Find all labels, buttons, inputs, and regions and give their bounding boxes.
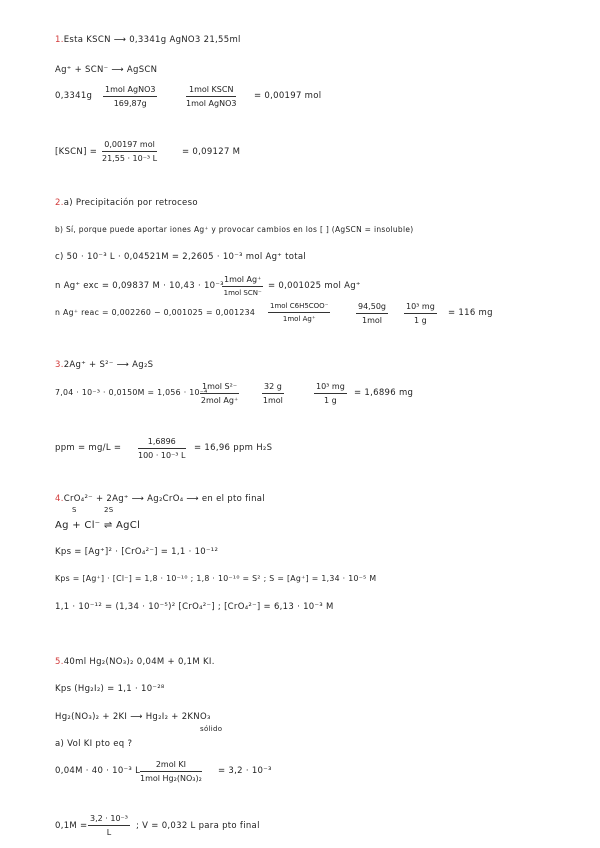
p3-fraction-3: 10³ mg 1 g: [316, 382, 345, 405]
p2-reac-right: = 116 mg: [448, 308, 493, 318]
p1-fraction-3: 0,00197 mol 21,55 · 10⁻³ L: [102, 140, 158, 163]
p5-right: = 3,2 · 10⁻³: [218, 766, 272, 776]
p2-fraction-2: 1mol C6H5COO⁻ 1mol Ag⁺: [270, 302, 329, 323]
p1-number: 1.: [55, 35, 64, 45]
p5-kps: Kps (Hg₂I₂) = 1,1 · 10⁻²⁸: [55, 684, 165, 694]
p3-reaction: 3.2Ag⁺ + S²⁻ ⟶ Ag₂S: [55, 360, 154, 370]
p2-exc-left: n Ag⁺ exc = 0,09837 M · 10,43 · 10⁻³: [55, 281, 224, 291]
p4-eq3: Kps = [Ag⁺]² · [CrO₄²⁻] = 1,1 · 10⁻¹²: [55, 547, 219, 557]
p3-ppm-label: ppm = mg/L =: [55, 443, 122, 453]
p2-fraction-3: 94,50g 1mol: [358, 302, 386, 325]
p2-exc-right: = 0,001025 mol Ag⁺: [268, 281, 361, 291]
p5-fraction-2: 3,2 · 10⁻³ L: [90, 814, 128, 837]
p3-left: 7,04 · 10⁻³ · 0,0150M = 1,056 · 10⁻⁴: [55, 388, 208, 397]
p2-c: c) 50 · 10⁻³ L · 0,04521M = 2,2605 · 10⁻³ mol Ag⁺ total: [55, 252, 307, 262]
p3-fraction-4: 1,6896 100 · 10⁻³ L: [138, 437, 186, 460]
p1-result-2: = 0,09127 M: [182, 147, 241, 157]
p5-reaction: Hg₂(NO₃)₂ + 2KI ⟶ Hg₂I₂ + 2KNO₃: [55, 712, 211, 722]
p5-question: a) Vol KI pto eq ?: [55, 739, 133, 749]
p1-fraction-1: 1mol AgNO3 169,87g: [105, 85, 156, 108]
p1-fraction-2: 1mol KSCN 1mol AgNO3: [186, 85, 237, 108]
p5-last-left: 0,1M =: [55, 821, 88, 831]
p2-fraction-1: 1mol Ag⁺ 1mol SCN⁻: [223, 275, 262, 297]
p5-solid-label: sólido: [200, 725, 223, 733]
p3-right: = 1,6896 mg: [354, 388, 414, 398]
p1-result-1: = 0,00197 mol: [254, 91, 322, 101]
p2-reac-left: n Ag⁺ reac = 0,002260 − 0,001025 = 0,001234: [55, 308, 256, 317]
p4-reaction: 4.CrO₄²⁻ + 2Ag⁺ ⟶ Ag₂CrO₄ ⟶ en el pto final: [55, 494, 265, 504]
p4-eq2: Ag + Cl⁻ ⇌ AgCl: [55, 520, 141, 531]
p2-a: 2.a) Precipitación por retroceso: [55, 198, 198, 208]
p1-mass: 0,3341g: [55, 91, 93, 101]
p5-left: 0,04M · 40 · 10⁻³ L: [55, 766, 141, 776]
p1-title: [55, 36, 241, 45]
p3-fraction-2: 32 g 1mol: [262, 382, 283, 405]
p1-conc-label: [KSCN] =: [55, 147, 98, 157]
p1-reaction: Ag⁺ + SCN⁻ ⟶ AgSCN: [55, 65, 158, 75]
p4-sub-s: S: [72, 506, 77, 514]
p1-title-text: Esta KSCN ⟶ 0,3341g AgNO3 21,55ml: [63, 35, 241, 45]
p4-sub-2s: 2S: [104, 506, 114, 514]
p5-title: 5.40ml Hg₂(NO₃)₂ 0,04M + 0,1M KI.: [55, 657, 215, 667]
p2-b: b) Sí, porque puede aportar iones Ag⁺ y provocar cambios en los [ ] (AgSCN = insoluble): [55, 225, 414, 234]
p5-last-right: ; V = 0,032 L para pto final: [136, 821, 260, 831]
p3-fraction-1: 1mol S²⁻ 2mol Ag⁺: [200, 382, 239, 405]
p3-ppm-result: = 16,96 ppm H₂S: [194, 443, 273, 453]
p4-eq4: Kps = [Ag⁺] · [Cl⁻] = 1,8 · 10⁻¹⁰ ; 1,8 · 10⁻¹⁰ = S² ; S = [Ag⁺] = 1,34 · 10⁻⁵ M: [55, 574, 377, 583]
p5-fraction-1: 2mol KI 1mol Hg₂(NO₃)₂: [140, 760, 202, 783]
p2-fraction-4: 10³ mg 1 g: [406, 302, 435, 325]
p4-eq5: 1,1 · 10⁻¹² = (1,34 · 10⁻⁵)² [CrO₄²⁻] ; [CrO₄²⁻] = 6,13 · 10⁻³ M: [55, 602, 334, 612]
